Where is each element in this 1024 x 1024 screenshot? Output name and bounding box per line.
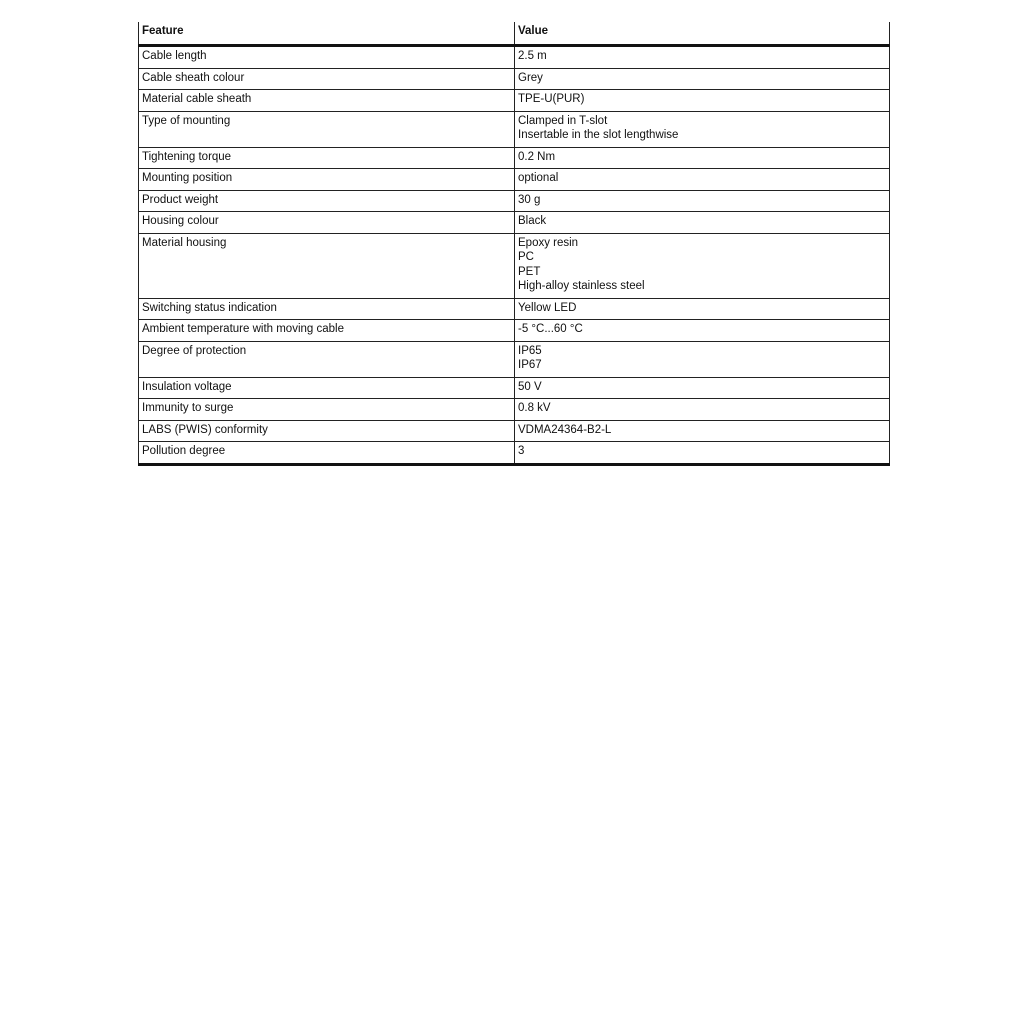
value-cell (515, 320, 890, 342)
feature-cell: Cable sheath colour (139, 68, 515, 90)
value-line: optional (518, 172, 559, 184)
value-line: 50 V (518, 380, 542, 393)
table-row (139, 420, 890, 442)
feature-cell: Switching status indication (139, 298, 515, 320)
table-row (139, 233, 890, 298)
value-cell (515, 212, 890, 234)
table-body (139, 46, 890, 465)
value-cell (515, 90, 890, 112)
feature-cell: Product weight (139, 190, 515, 212)
value-cell (515, 111, 890, 147)
feature-cell: Housing colour (139, 212, 515, 234)
value-line: 30 g (518, 193, 541, 206)
table-row (139, 90, 890, 112)
value-cell (515, 147, 890, 169)
value-cell (515, 442, 890, 465)
table-row (139, 169, 890, 191)
value-line: High-alloy stainless steel (518, 280, 645, 292)
value-line: 0.2 Nm (518, 150, 556, 163)
value-cell (515, 399, 890, 421)
value-line: Black (518, 215, 547, 227)
value-cell (515, 46, 890, 69)
table-row (139, 399, 890, 421)
value-cell (515, 68, 890, 90)
feature-cell: Material housing (139, 233, 515, 298)
feature-cell: Ambient temperature with moving cable (139, 320, 515, 342)
table-row (139, 442, 890, 465)
feature-cell: Material cable sheath (139, 90, 515, 112)
feature-cell: LABS (PWIS) conformity (139, 420, 515, 442)
table-row (139, 341, 890, 377)
value-cell (515, 190, 890, 212)
value-cell (515, 298, 890, 320)
value-line: 0.8 kV (518, 402, 551, 414)
table-row (139, 377, 890, 399)
value-cell (515, 233, 890, 298)
value-column-header: Value (515, 22, 890, 46)
feature-cell: Insulation voltage (139, 377, 515, 399)
feature-cell: Cable length (139, 46, 515, 69)
value-line: IP65 (518, 344, 542, 357)
table-header-row (139, 22, 890, 46)
value-line: 2.5 m (518, 50, 547, 62)
value-line: Yellow LED (518, 301, 577, 314)
specification-table (138, 22, 890, 466)
value-cell (515, 377, 890, 399)
value-line: PC (518, 251, 534, 263)
value-cell (515, 341, 890, 377)
feature-cell: Mounting position (139, 169, 515, 191)
spec-sheet (138, 22, 889, 466)
feature-column-header: Feature (139, 22, 515, 46)
value-line: PET (518, 265, 541, 278)
table-row (139, 320, 890, 342)
value-line: Epoxy resin (518, 236, 579, 249)
feature-cell: Pollution degree (139, 442, 515, 465)
table-row (139, 190, 890, 212)
value-cell (515, 169, 890, 191)
feature-cell: Degree of protection (139, 341, 515, 377)
table-row (139, 147, 890, 169)
value-line: Grey (518, 71, 543, 84)
table-row (139, 68, 890, 90)
feature-cell: Tightening torque (139, 147, 515, 169)
table-row (139, 46, 890, 69)
value-line: TPE-U(PUR) (518, 93, 585, 105)
value-line: VDMA24364-B2-L (518, 423, 612, 436)
feature-cell: Type of mounting (139, 111, 515, 147)
value-line: -5 °C...60 °C (518, 323, 583, 335)
table-row (139, 298, 890, 320)
feature-cell: Immunity to surge (139, 399, 515, 421)
table-row (139, 212, 890, 234)
value-line: Insertable in the slot lengthwise (518, 129, 679, 141)
table-row (139, 111, 890, 147)
value-line: Clamped in T-slot (518, 114, 608, 127)
value-line: 3 (518, 445, 525, 457)
value-line: IP67 (518, 359, 542, 371)
value-cell (515, 420, 890, 442)
